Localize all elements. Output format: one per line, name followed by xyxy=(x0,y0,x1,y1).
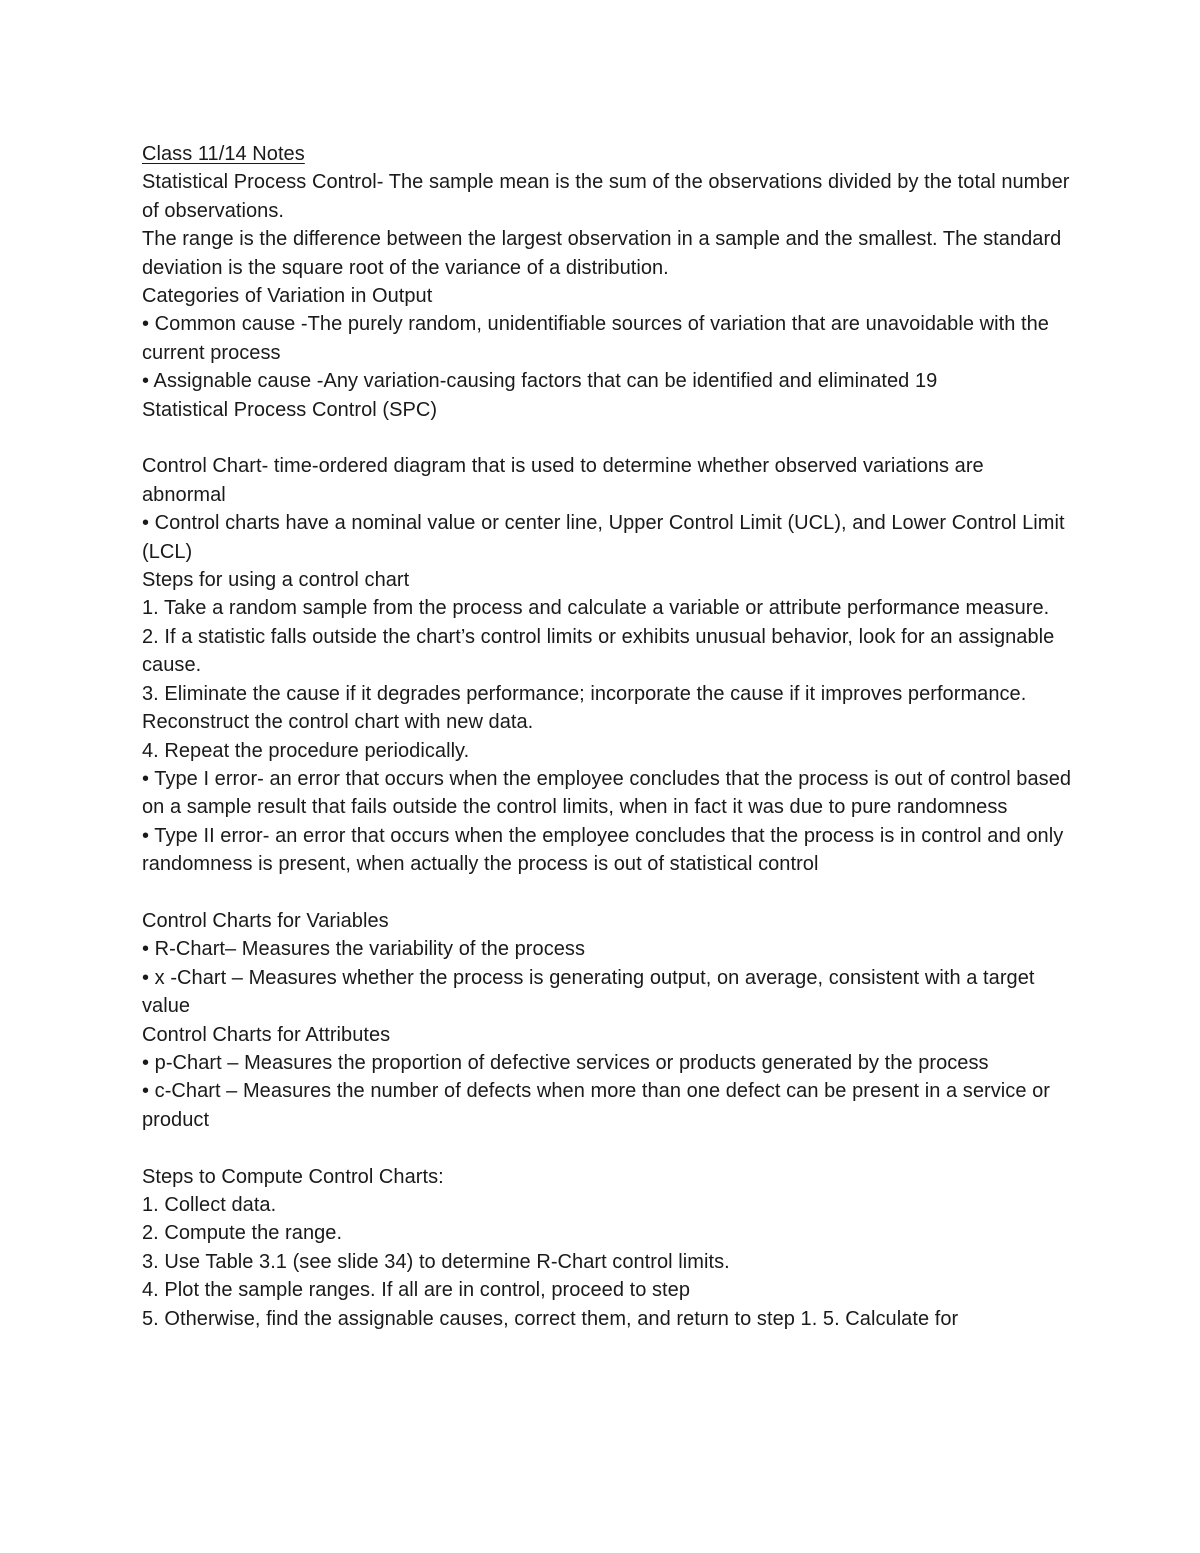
compute-step-4: 4. Plot the sample ranges. If all are in control, proceed to step xyxy=(142,1279,690,1302)
step-3-eliminate: 3. Eliminate the cause if it degrades performance; incorporate the cause if it improves performance. Reconstruct the control chart with new data. xyxy=(142,682,1027,734)
heading-spc: Statistical Process Control (SPC) xyxy=(142,398,438,421)
step-1-sample: 1. Take a random sample from the process and calculate a variable or attribute performance measure. xyxy=(142,597,1050,620)
bullet-x-chart: • x -Chart – Measures whether the process is generating output, on average, consistent with a target value xyxy=(142,966,1035,1018)
document-body xyxy=(142,140,1072,1333)
heading-categories-of-variation: Categories of Variation in Output xyxy=(142,285,433,308)
blank-line xyxy=(142,424,1072,452)
compute-step-2: 2. Compute the range. xyxy=(142,1222,343,1245)
step-2-statistic: 2. If a statistic falls outside the chart’s control limits or exhibits unusual behavior, look for an assignable cause. xyxy=(142,625,1055,677)
heading-steps-compute: Steps to Compute Control Charts: xyxy=(142,1165,444,1188)
bullet-common-cause: • Common cause -The purely random, unidentifiable sources of variation that are unavoidable with the current process xyxy=(142,313,1049,364)
bullet-r-chart: • R-Chart– Measures the variability of the process xyxy=(142,938,586,961)
bullet-assignable-cause: • Assignable cause -Any variation-causing factors that can be identified and eliminated 19 xyxy=(142,370,938,393)
blank-line xyxy=(142,879,1072,907)
bullet-p-chart: • p-Chart – Measures the proportion of defective services or products generated by the process xyxy=(142,1051,989,1074)
heading-variables-charts: Control Charts for Variables xyxy=(142,909,389,932)
compute-step-5: 5. Otherwise, find the assignable causes, correct them, and return to step 1. 5. Calculate for xyxy=(142,1307,959,1330)
page-title: Class 11/14 Notes xyxy=(142,143,305,165)
paragraph-control-chart: Control Chart- time-ordered diagram that is used to determine whether observed variations are abnormal xyxy=(142,455,984,506)
compute-step-1: 1. Collect data. xyxy=(142,1193,277,1216)
bullet-c-chart: • c-Chart – Measures the number of defects when more than one defect can be present in a service or product xyxy=(142,1080,1050,1131)
heading-attributes-charts: Control Charts for Attributes xyxy=(142,1023,391,1046)
step-4-repeat: 4. Repeat the procedure periodically. xyxy=(142,739,470,762)
compute-step-3: 3. Use Table 3.1 (see slide 34) to determine R-Chart control limits. xyxy=(142,1250,730,1273)
heading-steps-control-chart: Steps for using a control chart xyxy=(142,569,410,592)
bullet-type-2-error: • Type II error- an error that occurs when the employee concludes that the process is in control and only randomness is present, when actually the process is out of statistical control xyxy=(142,824,1064,876)
paragraph-sample-mean: Statistical Process Control- The sample mean is the sum of the observations divided by the total number of observations. xyxy=(142,171,1070,222)
bullet-control-limits: • Control charts have a nominal value or center line, Upper Control Limit (UCL), and Lower Control Limit (LCL) xyxy=(142,512,1065,563)
paragraph-range: The range is the difference between the largest observation in a sample and the smallest. The standard deviation is the square root of the variance of a distribution. xyxy=(142,228,1062,279)
bullet-type-1-error: • Type I error- an error that occurs when the employee concludes that the process is out of control based on a sample result that fails outside the control limits, when in fact it was due to pure randomness xyxy=(142,767,1072,819)
blank-line xyxy=(142,1134,1072,1162)
